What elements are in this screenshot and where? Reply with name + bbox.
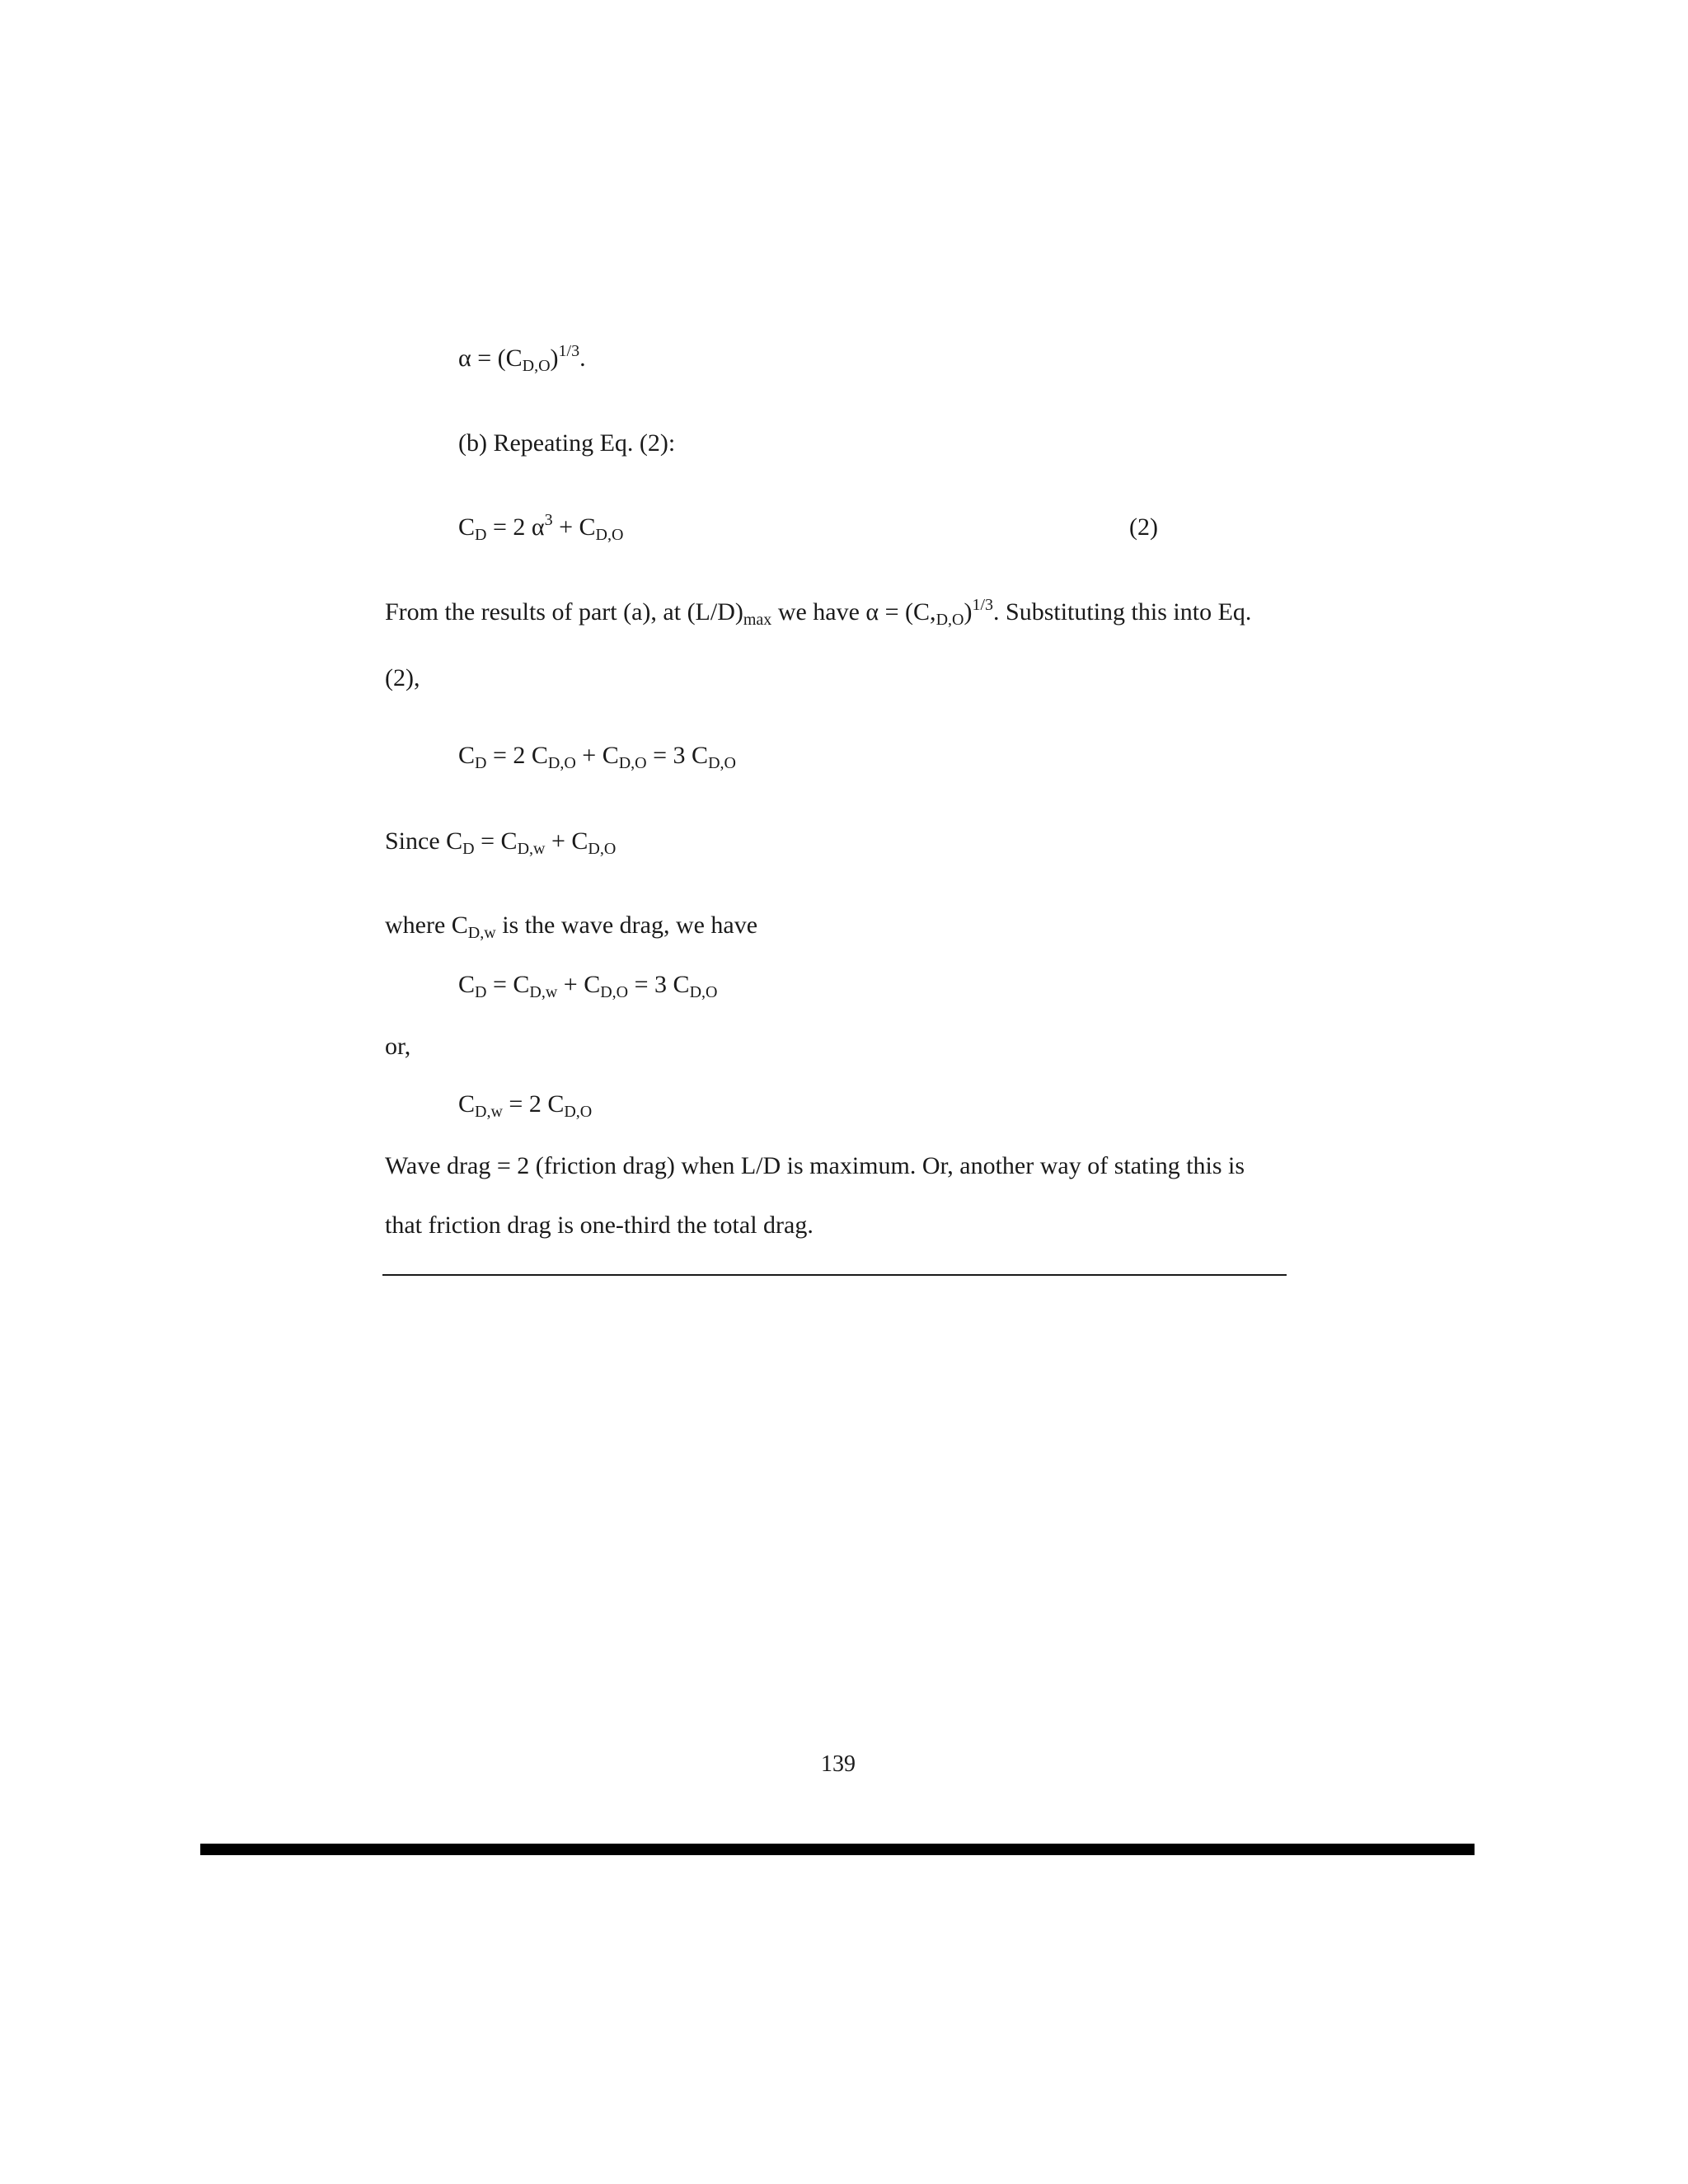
equation-5: $C_{D,w} = 2$ $C_{D,O}$: [458, 1090, 593, 1121]
equation-3: $C_D = 2$ $C_{D,O} + C_{D,O} = 3$ $C_{D,O}$: [458, 742, 736, 772]
where-statement: where $C_{D,w}$ is the wave drag, we have: [385, 912, 758, 942]
since-statement: Since $C_D = C_{D,w} + C_{D,O}$: [385, 827, 617, 858]
conclusion-line1: Wave drag = 2 (friction drag) when L/D is maximum. Or, another way of stating this is: [385, 1152, 1245, 1179]
or-text: or,: [385, 1033, 411, 1060]
footer-bar: [200, 1844, 1475, 1855]
section-divider: [382, 1274, 1287, 1276]
paragraph-substitution: From the results of part (a), at $(L/D)_{max}$ we have $\alpha = (C,_{D,O})^{1/3}$. Substituting this into Eq.: [385, 596, 1252, 629]
alpha-symbol: α: [458, 344, 471, 372]
equation-2: $C_D = 2$ $\alpha^3 + C_{D,O}$: [458, 511, 624, 544]
equation-2-number: (2): [1129, 513, 1158, 541]
paragraph-substitution-line2: (2),: [385, 664, 420, 691]
equation-4: $C_D = C_{D,w} + C_{D,O} = 3$ $C_{D,O}$: [458, 971, 718, 1001]
part-b-heading: (b) Repeating Eq. (2):: [458, 429, 676, 457]
equation-alpha: $\alpha = (C_{D,O})^{1/3}$.: [458, 342, 586, 375]
page-number: 139: [821, 1751, 856, 1777]
conclusion-line2: that friction drag is one-third the total drag.: [385, 1212, 814, 1239]
